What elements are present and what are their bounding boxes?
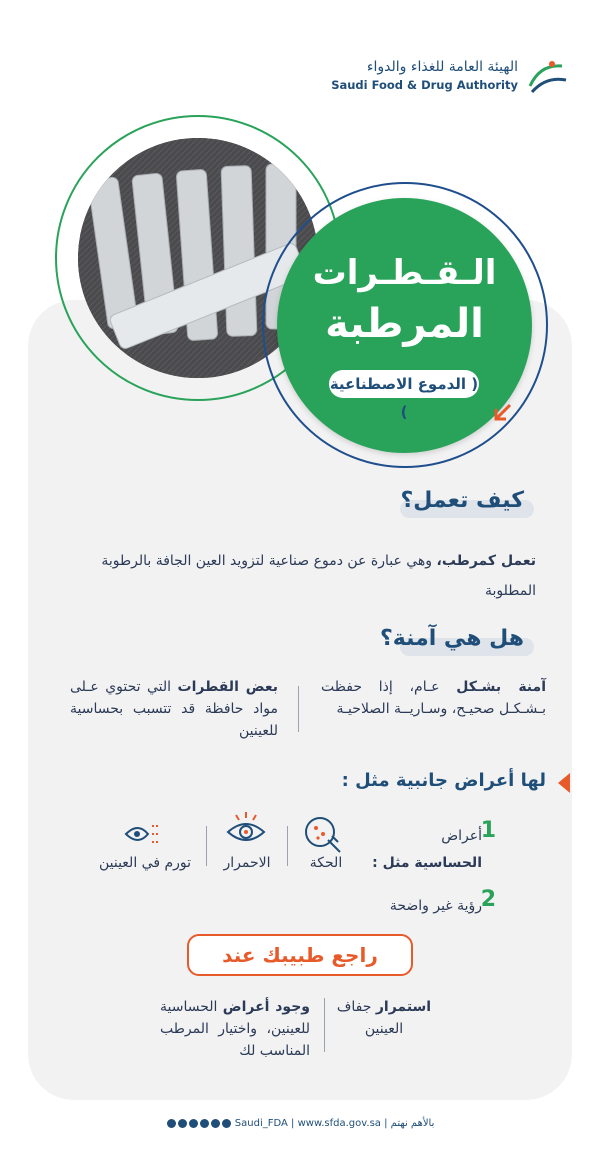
swollen-eye-icon [120, 812, 164, 856]
doctor-right-bold: استمرار [375, 999, 432, 1015]
safety-left-bold: بعض القطرات [177, 679, 278, 695]
footer-site[interactable]: www.sfda.gov.sa [297, 1118, 381, 1129]
itch-label: الحكة [309, 855, 343, 871]
social-icon[interactable] [189, 1119, 198, 1128]
red-eye-icon [224, 808, 268, 852]
doctor-right-body: جفاف العينين [336, 999, 404, 1037]
safety-section-header [380, 626, 534, 658]
doctor-divider [324, 998, 325, 1052]
safety-right-text [321, 676, 546, 720]
item2-label: رؤية غير واضحة [389, 898, 482, 914]
how-text: وهي عبارة عن دموع صناعية لتزويد العين الجافة بالرطوبة المطلوبة [101, 553, 536, 599]
social-icon[interactable] [167, 1119, 176, 1128]
icon-divider-1 [287, 826, 288, 866]
safety-left-body: التي تحتوي عـلى مواد حافظة قد تتسبب بحساسية للعينين [70, 679, 278, 739]
see-doctor-button[interactable]: راجع طبيبك عند [187, 934, 413, 976]
sfda-logo [320, 58, 570, 98]
social-icon[interactable] [200, 1119, 209, 1128]
how-paragraph [66, 546, 536, 606]
social-icon[interactable] [211, 1119, 220, 1128]
footer [0, 1118, 600, 1129]
hero-subtitle-pill: ( الدموع الاصطناعية ) [329, 370, 479, 398]
hero-title-line2: المرطبة [325, 301, 484, 347]
social-icon[interactable] [222, 1119, 231, 1128]
side-effects-title: لها أعراض جانبية مثل : [341, 770, 546, 791]
safety-left-text [70, 676, 278, 742]
swollen-eye-label: تورم في العينين [98, 855, 192, 871]
how-title: كيف تعمل؟ [400, 488, 524, 513]
sfda-logo-icon [526, 58, 570, 98]
safety-title: هل هي آمنة؟ [380, 626, 524, 651]
doctor-left-bold: وجود أعراض [222, 999, 310, 1015]
logo-arabic-text: الهيئة العامة للغذاء والدواء [366, 59, 518, 75]
arrow-down-left-icon [490, 401, 514, 425]
doctor-left-body: الحساسية للعينين، واختيار المرطب المناسب لك [160, 999, 310, 1059]
safety-right-body: عـام، إذا حفظت بـشـكـل صحيـح، وسـاريــة الصلاحيـة [321, 679, 546, 717]
how-section-header [384, 488, 534, 520]
itch-icon [302, 812, 346, 856]
footer-slogan: بالأهم نهتم [390, 1118, 435, 1129]
footer-handle[interactable]: Saudi_FDA [234, 1118, 288, 1129]
footer-sep: | [384, 1118, 388, 1129]
social-icon[interactable] [178, 1119, 187, 1128]
item1-label-a: أعراض [441, 828, 482, 844]
logo-english-text: Saudi Food & Drug Authority [331, 78, 518, 92]
red-eye-label: الاحمرار [223, 855, 271, 871]
footer-sep: | [291, 1118, 295, 1129]
item1-label-b: الحساسية مثل : [372, 855, 482, 871]
safety-divider [298, 686, 299, 732]
triangle-marker-icon [558, 773, 570, 793]
icon-divider-2 [206, 826, 207, 866]
how-bold: تعمل كمرطب، [436, 553, 536, 569]
doctor-left-text [160, 996, 310, 1062]
item-number-2: 2 [480, 887, 496, 912]
item-number-1: 1 [480, 818, 496, 843]
hero-title-line1: الـقـطـرات [312, 253, 497, 293]
doctor-right-text [328, 996, 440, 1040]
safety-right-bold: آمنة بشـكل [456, 679, 546, 695]
